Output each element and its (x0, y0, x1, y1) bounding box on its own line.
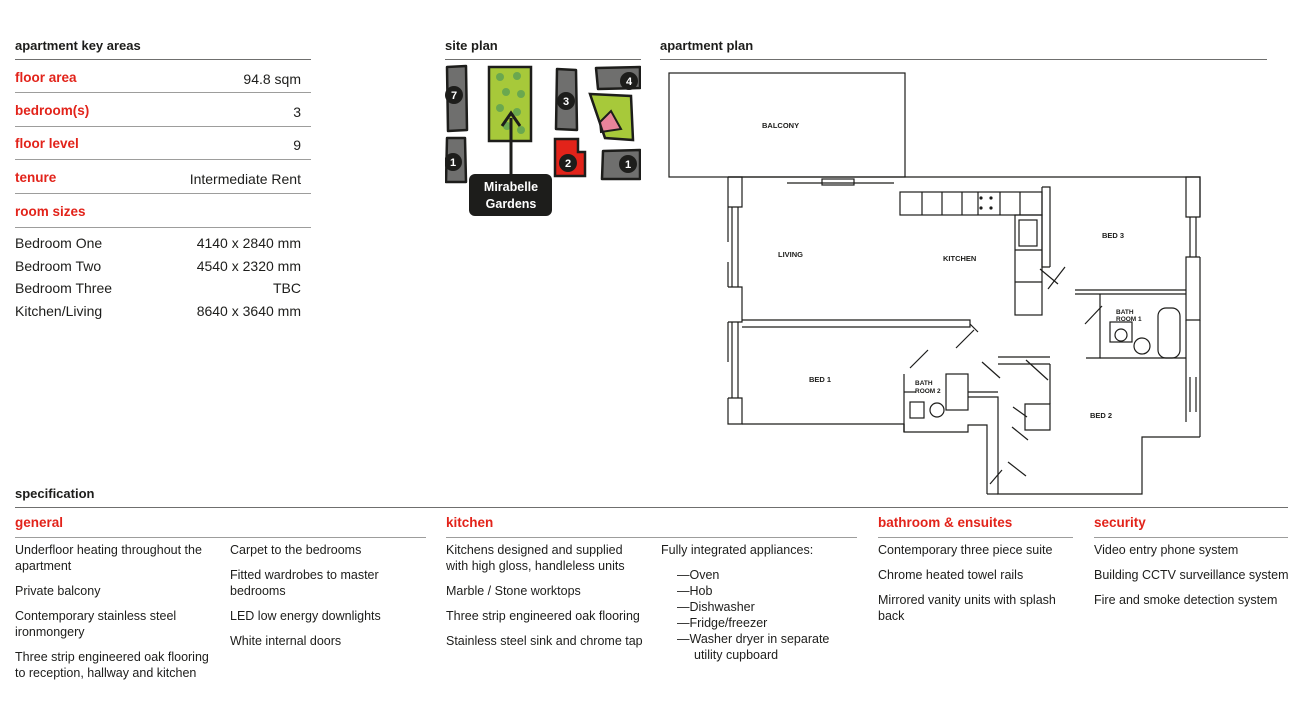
room-size: TBC (273, 280, 301, 296)
svg-text:2: 2 (564, 158, 572, 170)
svg-text:7: 7 (450, 90, 458, 102)
spec-item: Video entry phone system (1094, 543, 1239, 557)
spec-item: Private balcony (15, 584, 101, 598)
spec-security-title: security (1094, 515, 1146, 530)
badge-4 (620, 72, 638, 90)
key-row-tenure (15, 159, 301, 192)
spec-item: LED low energy downlights (230, 609, 381, 623)
site-plan-title: site plan (445, 38, 498, 53)
spec-kitchen-title: kitchen (446, 515, 494, 530)
site-plan-map (445, 64, 641, 220)
spec-item: Underfloor heating throughout the apartment (15, 543, 202, 573)
label-bath2-b: ROOM 2 (915, 388, 941, 395)
badge-1-right (619, 155, 637, 173)
spec-kitchen-col1 (446, 542, 646, 658)
key-label: floor area (15, 70, 77, 85)
spec-item: Mirrored vanity units with splash back (878, 593, 1056, 623)
key-areas-title: apartment key areas (15, 38, 141, 53)
spec-general-col2 (230, 542, 420, 658)
key-row-bedrooms (15, 92, 301, 125)
room-size-row (15, 303, 301, 319)
spec-item: Chrome heated towel rails (878, 568, 1024, 582)
room-name: Bedroom Three (15, 280, 113, 296)
room-size: 8640 x 3640 mm (196, 303, 301, 319)
divider (446, 537, 857, 538)
badge-3 (557, 92, 575, 110)
room-name: Bedroom Two (15, 258, 102, 274)
arrow-up-icon (502, 113, 520, 174)
divider (15, 507, 1288, 508)
key-label: tenure (15, 170, 57, 185)
label-bed2: BED 2 (1090, 411, 1113, 420)
key-label: floor level (15, 136, 79, 151)
specification-title: specification (15, 486, 95, 501)
divider (1094, 537, 1288, 538)
key-value: 9 (293, 137, 301, 153)
spec-item: Three strip engineered oak flooring (446, 609, 640, 623)
label-kitchen: KITCHEN (943, 254, 977, 263)
divider (445, 59, 641, 60)
spec-item: Carpet to the bedrooms (230, 543, 362, 557)
divider (15, 227, 311, 228)
room-name: Bedroom One (15, 235, 103, 251)
spec-bathroom-title: bathroom & ensuites (878, 515, 1013, 530)
room-size: 4140 x 2840 mm (196, 235, 301, 251)
label-line-1: Mirabelle (483, 180, 539, 194)
spec-security-col (1094, 542, 1289, 617)
spec-general-col1 (15, 542, 215, 690)
svg-text:1: 1 (624, 159, 632, 171)
svg-text:4: 4 (625, 76, 633, 88)
key-label: bedroom(s) (15, 103, 90, 118)
spec-item: Fitted wardrobes to master bedrooms (230, 568, 379, 598)
label-bed3: BED 3 (1102, 231, 1125, 240)
divider (878, 537, 1073, 538)
divider (15, 537, 426, 538)
badge-2 (559, 154, 577, 172)
appliance-item: —Hob (677, 584, 713, 598)
room-name: Kitchen/Living (15, 303, 103, 319)
label-bath2-a: BATH (915, 380, 933, 387)
svg-text:3: 3 (562, 96, 570, 108)
key-value: 94.8 sqm (243, 71, 301, 87)
appliance-list (677, 567, 857, 663)
spec-item: White internal doors (230, 634, 342, 648)
appliance-item: —Dishwasher (677, 600, 755, 614)
divider (660, 59, 1267, 60)
spec-item: Building CCTV surveillance system (1094, 568, 1289, 582)
floor-plan (660, 62, 1220, 498)
spec-appliances-title (661, 542, 851, 567)
apartment-plan-title: apartment plan (660, 38, 754, 53)
appliance-item: —Fridge/freezer (677, 616, 768, 630)
spec-item: Three strip engineered oak flooring to reception, hallway and kitchen (15, 650, 209, 680)
room-size-row (15, 258, 301, 274)
label-line-2: Gardens (485, 197, 537, 211)
spec-general-title: general (15, 515, 64, 530)
room-size-row (15, 235, 301, 251)
appliances-heading: Fully integrated appliances: (661, 543, 814, 557)
spec-item: Marble / Stone worktops (446, 584, 581, 598)
label-bath1-a: BATH (1116, 309, 1134, 316)
key-value: Intermediate Rent (189, 171, 301, 187)
label-balcony: BALCONY (762, 121, 800, 130)
divider (15, 193, 311, 194)
badge-7 (445, 86, 463, 104)
spec-item: Stainless steel sink and chrome tap (446, 634, 643, 648)
label-living: LIVING (778, 250, 804, 259)
room-size: 4540 x 2320 mm (196, 258, 301, 274)
appliance-item: —Oven (677, 568, 720, 582)
key-row-floor-area (15, 59, 301, 92)
spec-item: Fire and smoke detection system (1094, 593, 1278, 607)
label-bath1-b: ROOM 1 (1116, 316, 1142, 323)
appliance-item: —Washer dryer in separate utility cupboard (677, 632, 830, 662)
spec-item: Kitchens designed and supplied with high gloss, handleless units (446, 543, 625, 573)
label-bed1: BED 1 (809, 375, 832, 384)
room-size-row (15, 280, 301, 296)
spec-bathroom-col (878, 542, 1073, 633)
svg-text:1: 1 (449, 157, 457, 169)
spec-item: Contemporary three piece suite (878, 543, 1053, 557)
key-value: 3 (293, 104, 301, 120)
key-row-floor-level (15, 125, 301, 158)
room-sizes-title: room sizes (15, 204, 86, 219)
spec-item: Contemporary stainless steel ironmongery (15, 609, 177, 639)
